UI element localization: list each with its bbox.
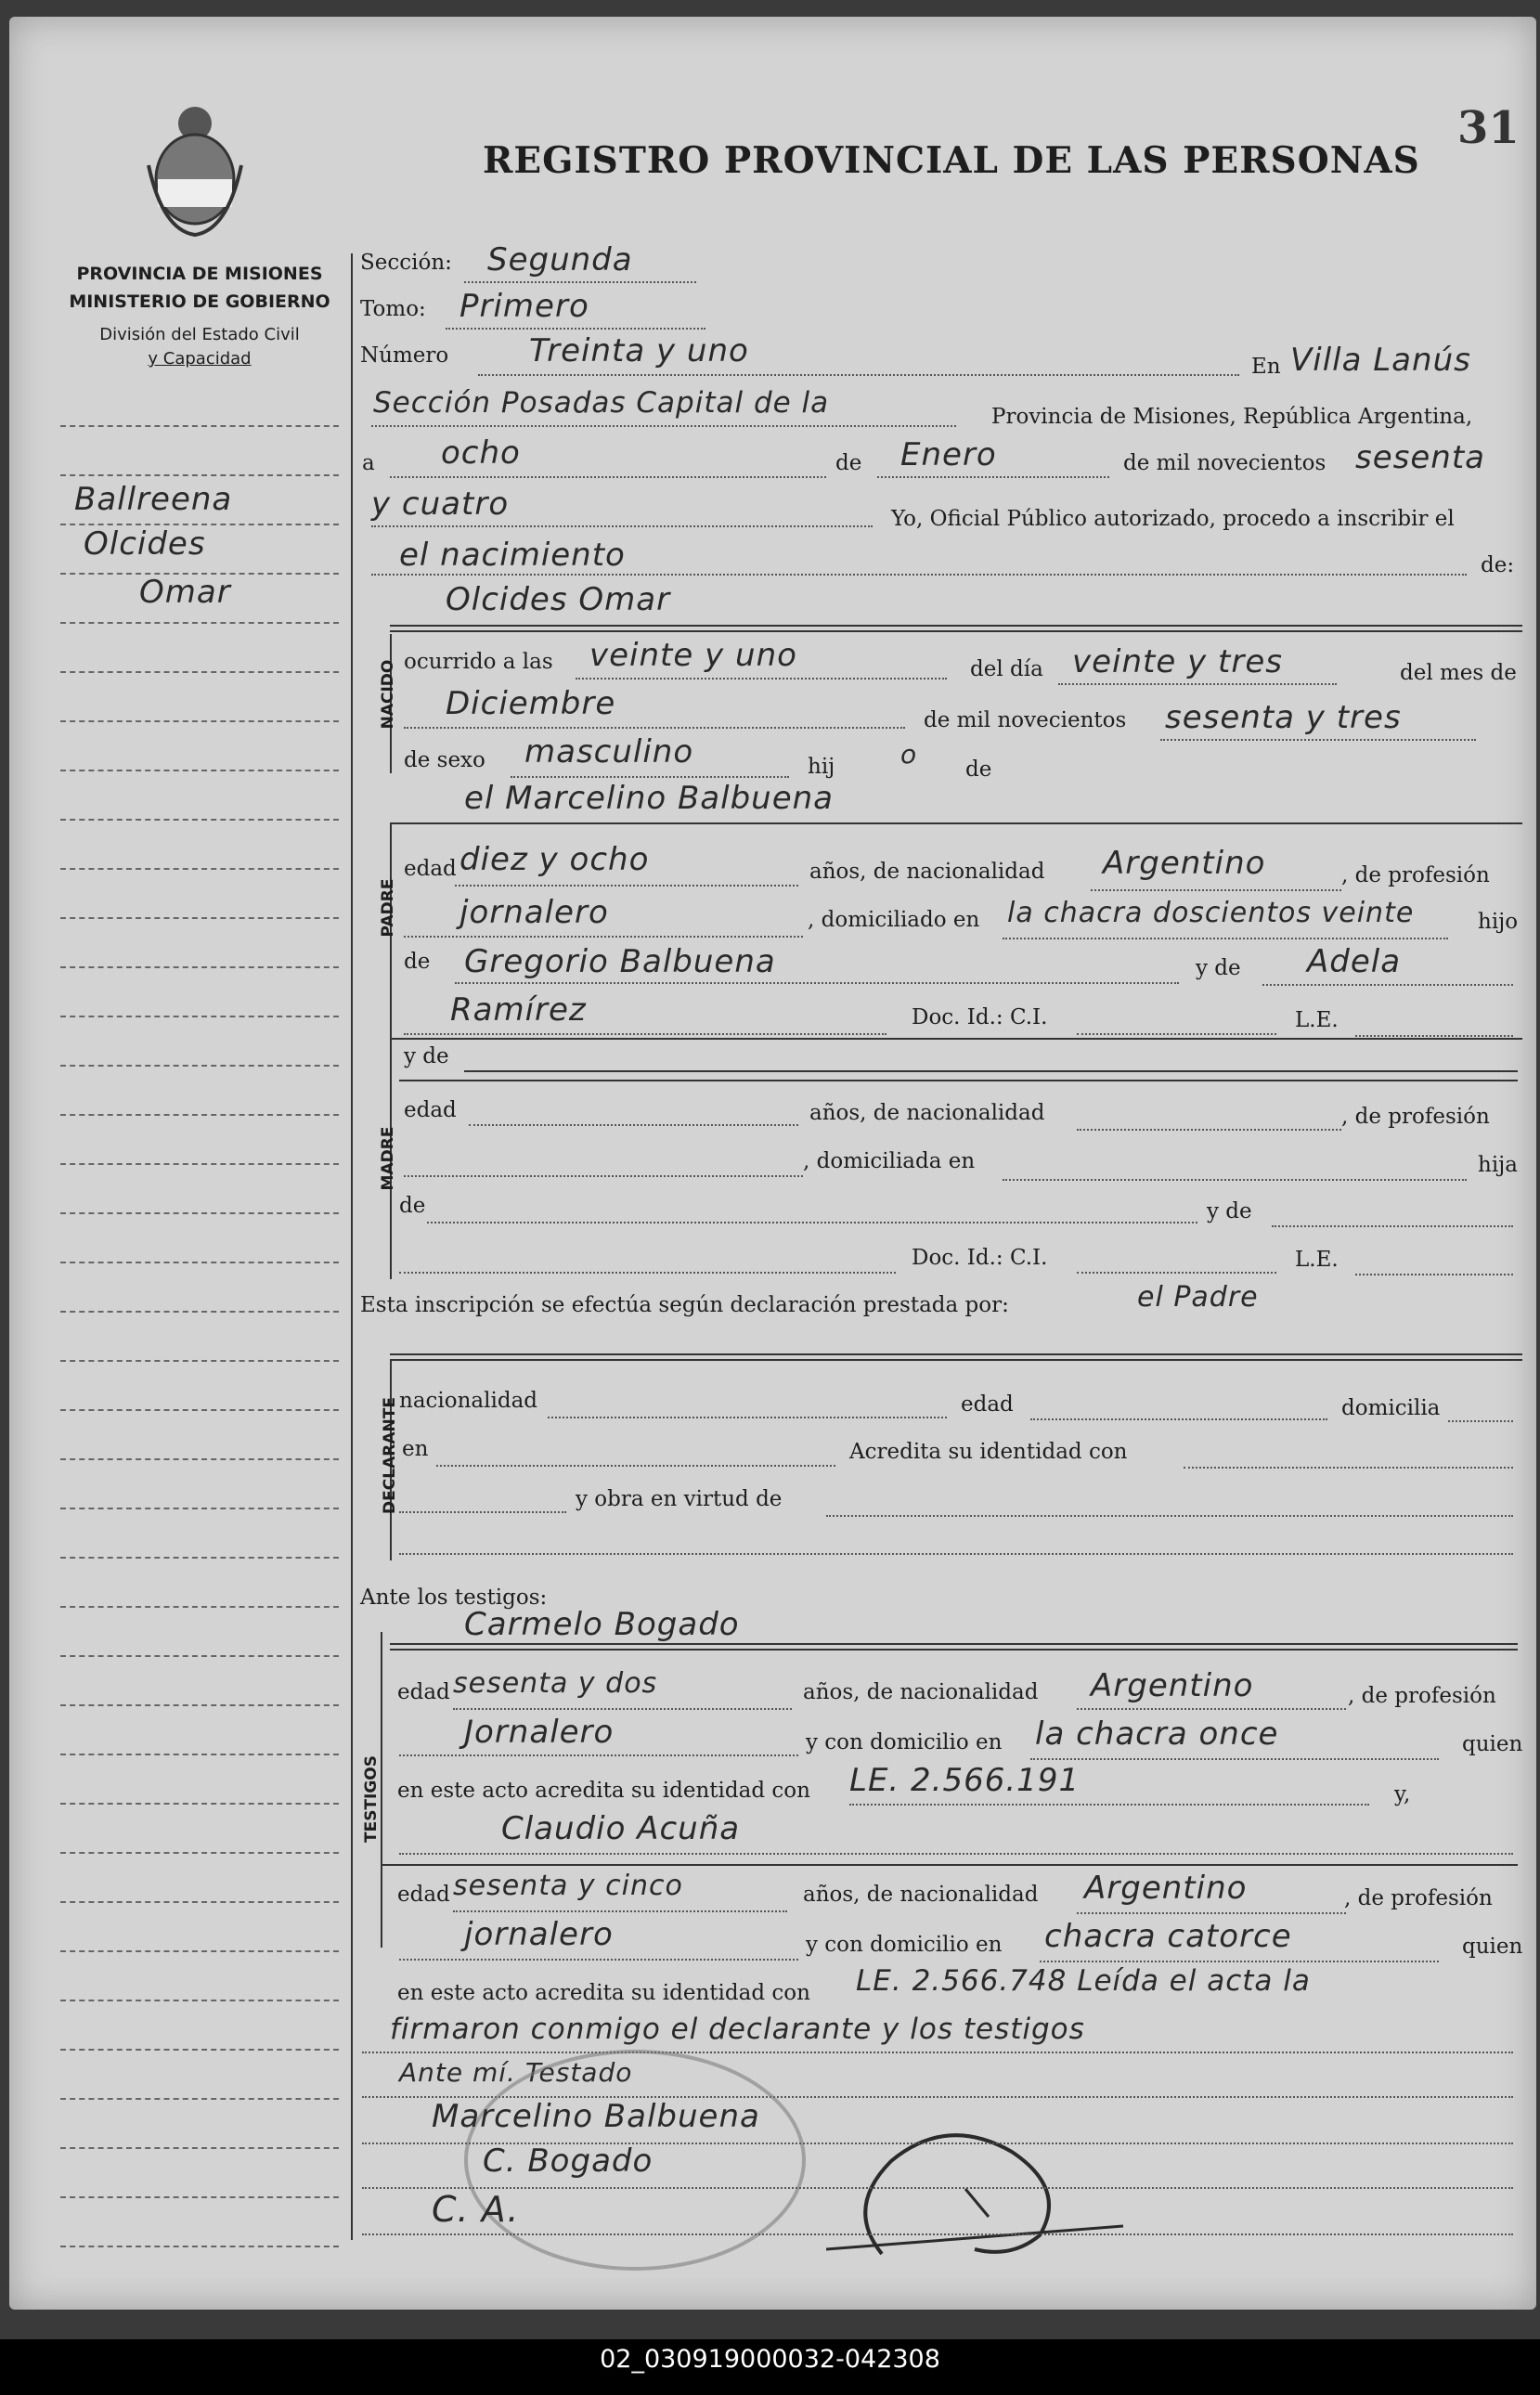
margin-rule — [60, 1458, 339, 1460]
label-domiciliado: , domiciliado en — [808, 908, 980, 932]
value-seccion: Segunda — [487, 241, 633, 278]
label-domiciliada: , domiciliada en — [803, 1149, 976, 1173]
value-anio: sesenta — [1355, 439, 1485, 476]
label-de4: de — [399, 1194, 426, 1218]
label-de-profesion2: , de profesión — [1341, 1105, 1490, 1129]
line — [381, 1632, 382, 1948]
label-acredita: Acredita su identidad con — [849, 1440, 1128, 1464]
margin-rule — [60, 819, 339, 821]
margin-rule — [60, 2246, 339, 2247]
value-anio-nac: sesenta y tres — [1165, 699, 1402, 736]
line — [390, 822, 1522, 824]
label-en2: en — [402, 1437, 429, 1461]
value-nombre: Olcides Omar — [446, 581, 671, 618]
margin-rule — [60, 1163, 339, 1165]
label-obra: y obra en virtud de — [576, 1487, 783, 1511]
line — [390, 476, 826, 478]
label-edad: edad — [404, 857, 457, 881]
margin-note-name2: Omar — [139, 574, 231, 611]
margin-rule — [60, 524, 339, 525]
value-en: Villa Lanús — [1290, 342, 1471, 379]
side-label-declarante: DECLARANTE — [381, 1397, 399, 1514]
label-y-de3: y de — [1207, 1199, 1252, 1223]
label-declaracion: Esta inscripción se efectúa según declaración prestada por: — [360, 1293, 1009, 1317]
line — [362, 2233, 1513, 2235]
line — [1077, 1033, 1276, 1035]
value-t2-prof: jornalero — [464, 1916, 614, 1953]
value-cierre2: Ante mí. Testado — [399, 2057, 633, 2088]
line — [453, 1708, 792, 1710]
line — [826, 1515, 1513, 1517]
value-acto: el nacimiento — [399, 537, 626, 574]
line — [399, 1754, 798, 1756]
value-padre-nombre: el Marcelino Balbuena — [464, 780, 835, 817]
line — [436, 1465, 835, 1467]
margin-rule — [60, 1704, 339, 1706]
value-t2-edad: sesenta y cinco — [453, 1870, 683, 1902]
side-label-nacido: NACIDO — [379, 659, 397, 730]
margin-rule — [60, 1065, 339, 1067]
side-label-padre: PADRE — [379, 878, 397, 938]
value-padre-prof: jornalero — [459, 894, 609, 931]
label-y: y, — [1394, 1782, 1411, 1806]
label-de: de — [835, 451, 862, 475]
line — [1003, 1179, 1467, 1181]
value-hora: veinte y uno — [589, 637, 797, 674]
label-hijo: hijo — [1478, 910, 1519, 934]
line — [390, 630, 1522, 632]
label-ante-testigos: Ante los testigos: — [360, 1586, 548, 1610]
margin-rule — [60, 1901, 339, 1903]
label-edad4: edad — [397, 1680, 450, 1704]
line — [849, 1804, 1369, 1806]
label-edad2: edad — [404, 1098, 457, 1122]
label-seccion: Sección: — [360, 251, 452, 275]
signature-testigo2: C. A. — [432, 2189, 520, 2230]
value-tomo: Primero — [459, 288, 589, 325]
value-abuelo: Gregorio Balbuena — [464, 943, 776, 980]
line — [1355, 1274, 1513, 1275]
value-testigo1: Carmelo Bogado — [464, 1606, 740, 1643]
label-anos-nac4: años, de nacionalidad — [803, 1883, 1039, 1907]
label-hija: hija — [1478, 1153, 1519, 1177]
margin-note-surname: Ballreena — [74, 481, 233, 518]
line — [1077, 1912, 1346, 1914]
margin-rule — [60, 1114, 339, 1116]
line — [390, 1359, 1522, 1361]
org-line-4: y Capacidad — [148, 349, 252, 369]
line — [1184, 1467, 1513, 1469]
line — [1160, 739, 1476, 741]
line — [390, 625, 1522, 627]
label-le2: L.E. — [1295, 1248, 1339, 1272]
value-padre-dom: la chacra doscientos veinte — [1007, 897, 1415, 929]
line — [548, 1417, 947, 1418]
line — [1448, 1420, 1513, 1422]
line — [464, 1070, 1518, 1072]
label-de-profesion3: , de profesión — [1348, 1684, 1496, 1708]
page-title: REGISTRO PROVINCIAL DE LAS PERSONAS — [483, 139, 1420, 182]
line — [390, 1353, 1522, 1355]
label-anos-nac2: años, de nacionalidad — [809, 1101, 1045, 1125]
margin-rule — [60, 2147, 339, 2149]
margin-rule — [60, 868, 339, 870]
line — [1355, 1035, 1513, 1037]
line — [390, 1643, 1518, 1645]
margin-rule — [60, 1655, 339, 1657]
line — [1077, 1129, 1341, 1131]
label-de3: de — [404, 950, 431, 974]
coat-of-arms-icon — [144, 100, 246, 240]
value-declarante: el Padre — [1137, 1281, 1259, 1314]
line — [1077, 1272, 1276, 1274]
label-en: En — [1251, 355, 1281, 379]
margin-rule — [60, 770, 339, 771]
margin-rule — [60, 2196, 339, 2198]
line — [1058, 683, 1337, 685]
margin-rule — [60, 1262, 339, 1263]
label-de2: de — [965, 757, 992, 782]
value-anio2: y cuatro — [371, 485, 510, 523]
margin-rule — [60, 966, 339, 968]
line — [1077, 1708, 1346, 1710]
line — [427, 1222, 1197, 1223]
margin-rule — [60, 2049, 339, 2051]
official-signature-icon — [826, 2096, 1132, 2263]
line — [371, 525, 873, 527]
line — [478, 374, 1239, 376]
label-de-mil: de mil novecientos — [1123, 451, 1326, 475]
margin-rule — [60, 474, 339, 476]
label-quien: quien — [1462, 1732, 1523, 1756]
line — [404, 1175, 803, 1177]
label-ocurrido: ocurrido a las — [404, 650, 553, 674]
margin-rule — [60, 573, 339, 575]
line — [399, 1959, 798, 1961]
value-t1-edad: sesenta y dos — [453, 1667, 658, 1700]
registry-page — [9, 17, 1536, 2310]
margin-rule — [60, 1409, 339, 1411]
value-sexo: masculino — [524, 733, 694, 770]
margin-rule — [60, 1803, 339, 1805]
line — [469, 1124, 798, 1126]
margin-rule — [60, 1311, 339, 1313]
label-con-domicilio2: y con domicilio en — [806, 1933, 1003, 1957]
margin-rule — [60, 622, 339, 624]
value-t1-nac: Argentino — [1091, 1667, 1254, 1704]
org-line-1: PROVINCIA DE MISIONES — [76, 264, 323, 284]
margin-rule — [60, 1212, 339, 1214]
margin-note-name1: Olcides — [84, 525, 206, 563]
line — [399, 1853, 1513, 1855]
line — [399, 1272, 896, 1274]
line — [511, 776, 789, 778]
line — [399, 1511, 566, 1513]
line — [399, 1553, 1513, 1555]
label-doc-id2: Doc. Id.: C.I. — [912, 1246, 1048, 1270]
line — [1272, 1225, 1513, 1227]
label-le: L.E. — [1295, 1008, 1339, 1032]
label-de-colon: de: — [1481, 553, 1515, 577]
value-t1-doc: LE. 2.566.191 — [849, 1762, 1081, 1799]
margin-rule — [60, 1950, 339, 1952]
label-numero: Número — [360, 343, 449, 368]
line — [464, 281, 696, 283]
line — [399, 1080, 1518, 1081]
margin-rule — [60, 1360, 339, 1362]
line — [877, 476, 1109, 478]
label-domicilia: domicilia — [1341, 1396, 1441, 1420]
signature-padre: Marcelino Balbuena — [432, 2098, 760, 2135]
label-anos-nac: años, de nacionalidad — [809, 860, 1045, 884]
line — [1091, 889, 1341, 891]
margin-rule — [60, 2098, 339, 2100]
label-del-mes: del mes de — [1400, 661, 1517, 685]
value-t1-prof: Jornalero — [464, 1714, 615, 1751]
line — [453, 1910, 787, 1912]
label-de-profesion: , de profesión — [1341, 863, 1490, 887]
org-line-2: MINISTERIO DE GOBIERNO — [69, 291, 330, 312]
line — [362, 2052, 1513, 2053]
margin-rule — [60, 720, 339, 722]
label-tomo: Tomo: — [360, 297, 426, 321]
signature-testigo1: C. Bogado — [483, 2143, 654, 2180]
line — [371, 425, 956, 427]
line — [362, 2187, 1513, 2189]
line — [576, 678, 947, 680]
label-y-de: y de — [1196, 956, 1241, 980]
label-de-mil2: de mil novecientos — [924, 708, 1127, 732]
line — [1262, 984, 1513, 986]
margin-rule — [60, 425, 339, 427]
line — [404, 1033, 886, 1035]
line — [390, 1649, 1518, 1651]
value-t2-nac: Argentino — [1084, 1870, 1248, 1907]
label-a: a — [362, 451, 375, 475]
line — [455, 885, 798, 887]
value-padre-edad: diez y ocho — [459, 841, 650, 878]
org-line-3: División del Estado Civil — [99, 325, 300, 344]
margin-rule — [60, 1606, 339, 1608]
margin-rule — [60, 1557, 339, 1559]
line — [1003, 938, 1448, 939]
label-sexo: de sexo — [404, 748, 485, 772]
value-mes-nac: Diciembre — [446, 685, 616, 722]
value-mes: Enero — [900, 436, 997, 473]
label-edad5: edad — [397, 1883, 450, 1907]
label-y-de2: y de — [404, 1044, 449, 1068]
margin-rule — [60, 1754, 339, 1755]
side-label-madre: MADRE — [379, 1126, 397, 1191]
label-hij: hij — [808, 755, 835, 779]
line — [1030, 1418, 1327, 1420]
margin-rule — [60, 917, 339, 919]
value-abuela2: Ramírez — [450, 991, 587, 1029]
label-del-dia: del día — [970, 657, 1043, 681]
line — [390, 1038, 1522, 1040]
label-doc-id: Doc. Id.: C.I. — [912, 1005, 1048, 1029]
label-de-profesion4: , de profesión — [1344, 1886, 1493, 1910]
value-cierre1: firmaron conmigo el declarante y los testigos — [390, 2013, 1085, 2046]
line — [381, 1864, 1518, 1866]
value-hij-suffix: o — [900, 739, 918, 770]
value-dia: ocho — [441, 434, 521, 472]
value-t2-doc: LE. 2.566.748 Leída el acta la — [856, 1964, 1311, 1998]
value-localidad: Sección Posadas Capital de la — [373, 386, 830, 420]
label-quien2: quien — [1462, 1935, 1523, 1959]
line — [404, 727, 905, 729]
margin-divider — [351, 253, 353, 2240]
line — [1030, 1758, 1439, 1760]
value-padre-nac: Argentino — [1103, 845, 1266, 882]
margin-rule — [60, 1852, 339, 1854]
line — [362, 2143, 1513, 2144]
line — [371, 574, 1467, 576]
line — [404, 936, 803, 938]
value-t2-dom: chacra catorce — [1044, 1918, 1292, 1955]
label-con-domicilio: y con domicilio en — [806, 1730, 1003, 1754]
value-testigo2: Claudio Acuña — [501, 1810, 741, 1847]
label-yo-oficial: Yo, Oficial Público autorizado, procedo a inscribir el — [891, 507, 1455, 531]
label-nacionalidad: nacionalidad — [399, 1389, 538, 1413]
value-numero: Treinta y uno — [529, 332, 749, 369]
line — [455, 982, 1179, 984]
image-id-caption: 02_030919000032-042308 — [600, 2345, 940, 2374]
value-t1-dom: la chacra once — [1035, 1715, 1279, 1753]
label-acredita2: en este acto acredita su identidad con — [397, 1779, 810, 1803]
page-number: 31 — [1457, 102, 1520, 154]
value-abuela: Adela — [1307, 943, 1402, 980]
side-label-testigos: TESTIGOS — [362, 1754, 381, 1844]
label-anos-nac3: años, de nacionalidad — [803, 1680, 1039, 1704]
line — [1040, 1961, 1439, 1962]
margin-rule — [60, 2000, 339, 2001]
label-acredita3: en este acto acredita su identidad con — [397, 1981, 810, 2005]
margin-rule — [60, 1508, 339, 1509]
margin-rule — [60, 671, 339, 673]
value-dia-nac: veinte y tres — [1072, 643, 1283, 680]
label-edad3: edad — [961, 1392, 1014, 1417]
label-provincia: Provincia de Misiones, República Argentina, — [991, 405, 1473, 429]
margin-rule — [60, 1016, 339, 1017]
line — [446, 328, 705, 330]
